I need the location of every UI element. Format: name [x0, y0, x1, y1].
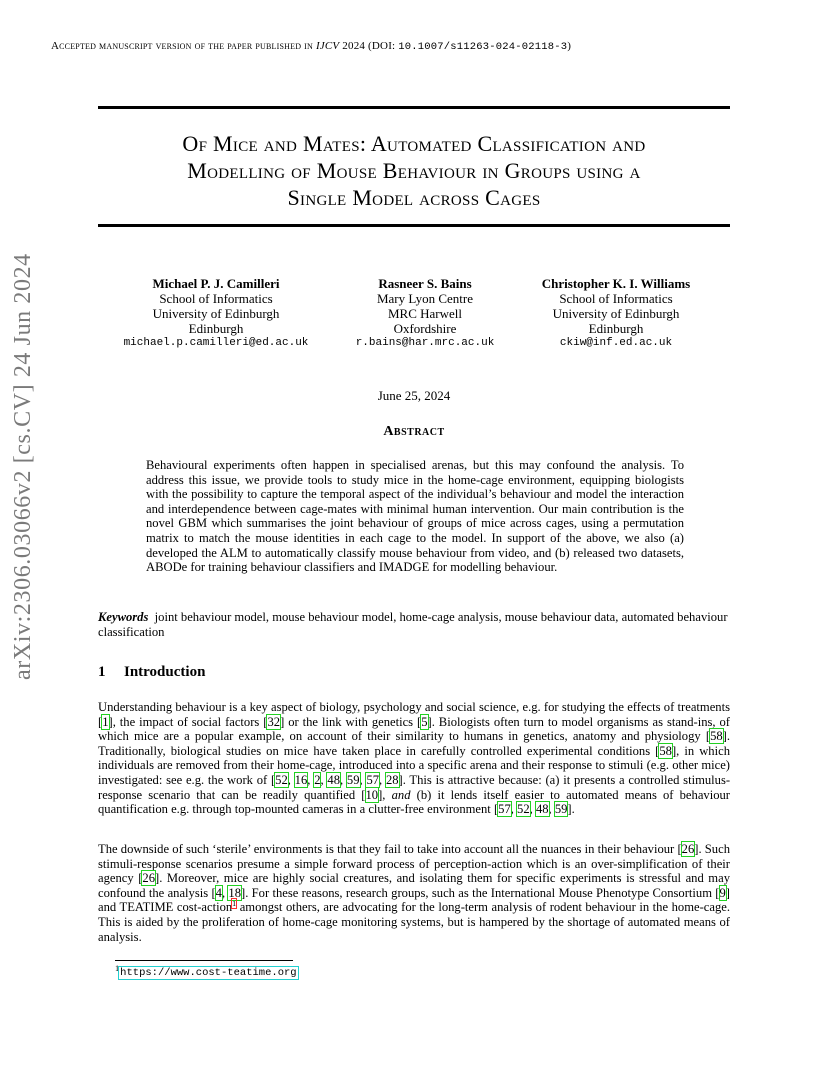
keywords-label: Keywords [98, 610, 149, 624]
citation-link[interactable]: 52 [517, 802, 530, 817]
author-email[interactable]: ckiw@inf.ed.ac.uk [559, 337, 673, 349]
citation-link[interactable]: 48 [327, 772, 340, 787]
keywords: Keywords joint behaviour model, mouse behaviour model, home-cage analysis, mouse behaviour data, automated behaviour classification [98, 610, 728, 639]
citation-link[interactable]: 57 [366, 772, 380, 787]
footnote: $^1$https://www.cost-teatime.org [115, 964, 297, 980]
paragraph-text: , [548, 802, 555, 817]
paper-title: Of Mice and Mates: Automated Classification and Modelling of Mouse Behaviour in Groups using a Single Model across Cages [182, 131, 646, 210]
author-email[interactable]: michael.p.camilleri@ed.ac.uk [123, 337, 309, 349]
citation-link[interactable]: 59 [346, 772, 360, 787]
paragraph-text: amongst others, are advocating for the long-term analysis of rodent behaviour in the home-cage. This is aided by the proliferation of home-cage monitoring systems, but is hampered by the shortage of automated means of analysis. [98, 900, 730, 944]
abstract-heading: Abstract [383, 424, 445, 439]
journal-name: IJCV [315, 40, 340, 52]
arxiv-stamp: arXiv:2306.03066v2 [cs.CV] 24 Jun 2024 [10, 253, 36, 680]
citation-link[interactable]: 48 [535, 802, 549, 817]
footnote-marker[interactable]: 1 [232, 899, 237, 909]
title-bottom-rule [98, 224, 730, 227]
citation-link[interactable]: 57 [498, 802, 511, 817]
intro-paragraph-2 [98, 842, 730, 944]
title-top-rule [98, 106, 730, 109]
author-email[interactable]: r.bains@har.mrc.ac.uk [355, 337, 495, 349]
emphasis: and [391, 787, 411, 802]
citation-link[interactable]: 52 [275, 772, 288, 787]
paragraph-text: ] or the link with genetics [ [280, 714, 422, 729]
paragraph-text: ], the impact of social factors [ [108, 714, 268, 729]
citation-link[interactable]: 28 [385, 772, 399, 787]
author-name: Michael P. J. Camilleri [152, 276, 280, 291]
citation-link[interactable]: 58 [710, 729, 723, 744]
paragraph-text: ] and TEATIME cost-action [98, 885, 730, 915]
paragraph-text: ]. [567, 802, 575, 817]
paragraph-text: , [340, 772, 347, 787]
author-name: Christopher K. I. Williams [541, 276, 691, 291]
author-name: Rasneer S. Bains [378, 276, 472, 291]
paragraph-text: , [359, 772, 367, 787]
citation-link[interactable]: 1 [102, 714, 109, 729]
section-heading: 1 Introduction [98, 664, 206, 680]
paragraph-text: ]. Such stimuli-response scenarios presume a simple forward process of perception-action which is an over-simplification of their agency [ [98, 842, 730, 886]
footnote-rule [115, 960, 293, 961]
citation-link[interactable]: 18 [228, 885, 242, 900]
citation-link[interactable]: 59 [554, 802, 568, 817]
citation-link[interactable]: 58 [659, 743, 672, 758]
paragraph-text: ]. Biologists often turn to model organisms as stand-ins, of which mice are a popular example, on account of their similarity to humans in genetics, anatomy and physiology [ [98, 714, 730, 744]
paragraph-text: The downside of such ‘sterile’ environments is that they fail to take into account all the nuances in their behaviour [ [98, 842, 682, 856]
paragraph-text: , [287, 772, 295, 787]
doi[interactable]: 10.1007/s11263-024-02118-3 [398, 41, 568, 53]
citation-link[interactable]: 26 [681, 842, 695, 856]
intro-paragraph-1 [98, 700, 730, 817]
paragraph-text: , [307, 772, 315, 787]
author-block-2: Rasneer S. Bains Mary Lyon Centre MRC Harwell Oxfordshire r.bains@har.mrc.ac.uk [330, 276, 520, 351]
citation-link[interactable]: 10 [365, 787, 379, 802]
citation-link[interactable]: 5 [421, 714, 428, 729]
publication-date: June 25, 2024 [377, 388, 451, 403]
citation-link[interactable]: 16 [294, 772, 308, 787]
paragraph-text: , [510, 802, 518, 817]
citation-link[interactable]: 4 [215, 885, 222, 900]
paragraph-text: Understanding behaviour is a key aspect of biology, psychology and social science, e.g. for studying the effects of treatments [ [98, 700, 730, 729]
paragraph-text: ]. Moreover, mice are highly social creatures, and isolating them for specific experiments is stressful and may confound the analysis [ [98, 871, 730, 900]
footnote-link[interactable]: https://www.cost-teatime.org [120, 967, 297, 980]
citation-link[interactable]: 2 [314, 772, 321, 787]
author-block-3: Christopher K. I. Williams School of Informatics University of Edinburgh Edinburgh ckiw@inf.ed.ac.uk [520, 276, 712, 351]
paragraph-text: , [529, 802, 536, 817]
paragraph-text: , [379, 772, 386, 787]
paragraph-text: ], in which individuals are removed from their home-cage, introduced into a specific arena and their response to stimuli (e.g. other mice) investigated: see e.g. the work of [ [98, 743, 730, 787]
citation-link[interactable]: 32 [267, 714, 281, 729]
paragraph-text: ], [378, 787, 392, 802]
running-header: Accepted manuscript version of the paper published in IJCV 2024 (DOI: 10.1007/s11263-024-02118-3) [51, 40, 572, 53]
paragraph-text: ]. For these reasons, research groups, such as the International Mouse Phenotype Consortium [ [241, 885, 720, 900]
abstract-text: Behavioural experiments often happen in specialised arenas, but this may confound the analysis. To address this issue, we provide tools to study mice in the home-cage environment, equipping biologists with the possibility to capture the temporal aspect of the individual’s behaviour and model the interaction and interdependence between cage-mates with minimal human intervention. Our main contribution is the novel GBM which summarises the joint behaviour of groups of mice across cages, using a permutation matrix to match the mouse identities in each cage to the model. In support of the above, we also (a) developed the ALM to automatically classify mouse behaviour from video, and (b) released two datasets, ABODe for training behaviour classifiers and IMADGE for modelling behaviour. [146, 458, 684, 575]
paragraph-text: ]. This is attractive because: (a) it presents a controlled stimulus-response scenario that can be readily quantified [ [98, 772, 731, 802]
author-block-1: Michael P. J. Camilleri School of Informatics University of Edinburgh Edinburgh michael.p.camilleri@ed.ac.uk [116, 276, 316, 351]
paragraph-text: (b) it lends itself easier to automated means of behaviour quantification e.g. through top-mounted cameras in a clutter-free environment [ [98, 787, 730, 817]
citation-link[interactable]: 9 [719, 885, 726, 900]
paragraph-text: , [320, 772, 328, 787]
paragraph-text: ]. Traditionally, biological studies on mice have taken place in carefully controlled experimental conditions [ [98, 729, 730, 758]
paragraph-text: , [221, 885, 229, 900]
citation-link[interactable]: 26 [142, 871, 156, 886]
